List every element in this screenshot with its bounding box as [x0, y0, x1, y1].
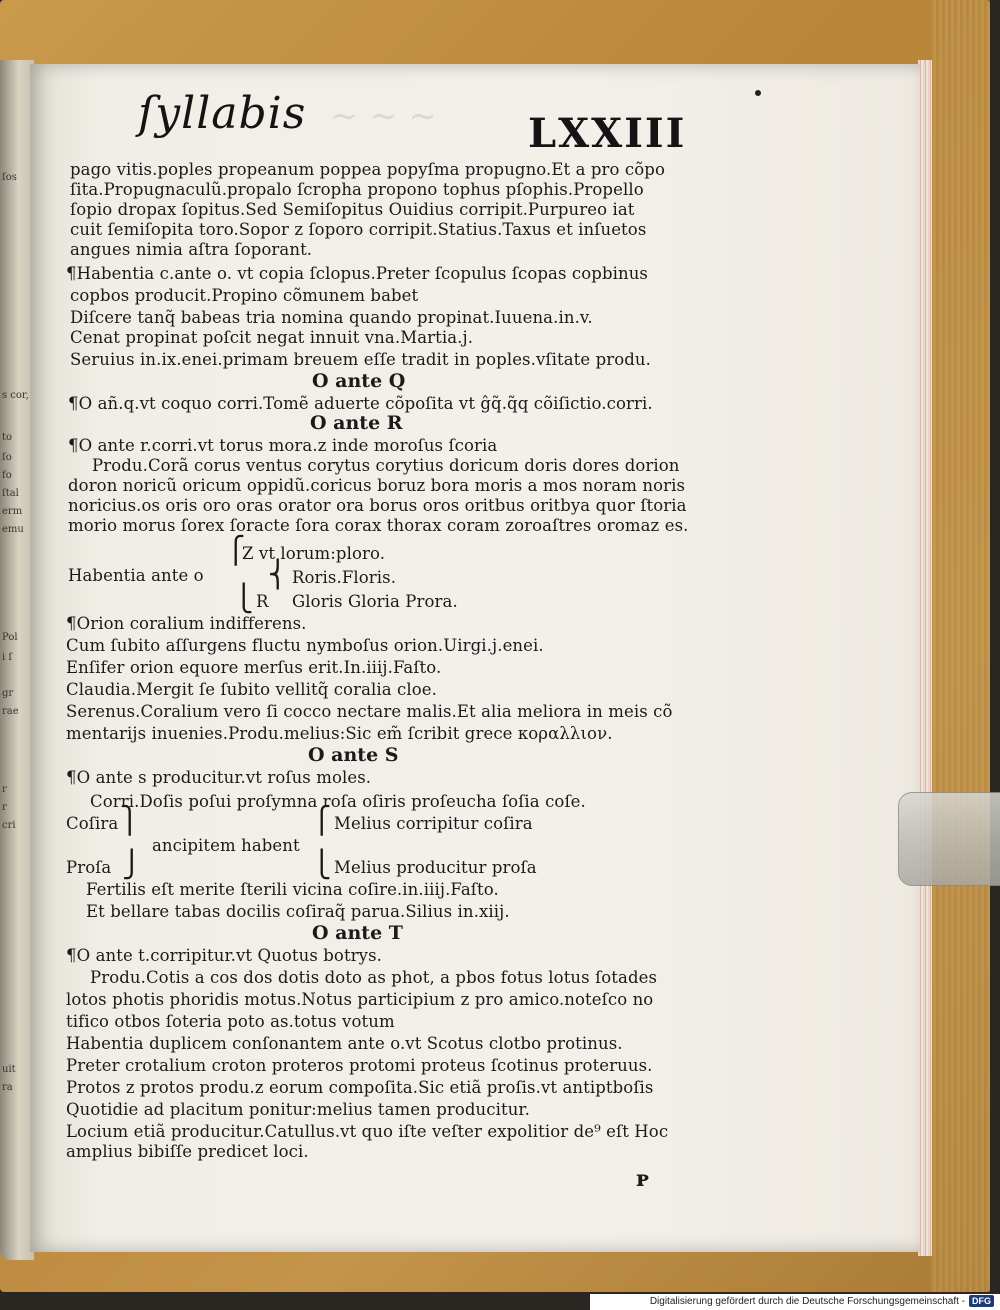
page-clip [898, 792, 1000, 886]
facing-page-fragment: gr [2, 688, 14, 699]
text-line: Proſa [66, 858, 112, 877]
text-line: ¶O ante t.corripitur.vt Quotus botrys. [66, 946, 382, 965]
text-line: cuit ſemiſopita toro.Sopor z ſoporo corripit.Statius.Taxus et inſuetos [70, 220, 647, 239]
text-line: ¶O añ.q.vt coquo corri.Tomẽ aduerte cõpoſita vt ĝq̃.q̃q cõiſictio.corri. [68, 394, 653, 413]
text-line: ¶O ante r.corri.vt torus mora.z inde moroſus ſcoria [68, 436, 498, 455]
text-line: Claudia.Mergit ſe ſubito vellitq̃ coralia cloe. [66, 680, 437, 699]
facing-page-fragment: fo [2, 470, 12, 481]
section-heading: O ante R [310, 412, 403, 434]
text-line: mentarijs inuenies.Produ.melius:Sic em̃ ſcribit grece κοραλλιον. [66, 724, 613, 743]
facing-page-fragment: ſo [2, 452, 12, 463]
facing-page-edge [0, 60, 34, 1260]
brace-mark: ⎩ [234, 584, 254, 614]
text-line: R [256, 592, 269, 611]
text-line: Preter crotalium croton proteros protomi proteus ſcotinus proteruus. [66, 1056, 653, 1075]
text-line: Habentia duplicem conſonantem ante o.vt Scotus clotbo protinus. [66, 1034, 623, 1053]
text-line: morio morus ſorex ſoracte ſora corax thorax coram zoroaſtres oromaz es. [68, 516, 689, 535]
facing-page-fragment: cri [2, 820, 16, 831]
text-line: Melius producitur proſa [334, 858, 537, 877]
facing-page-fragment: ſtal [2, 488, 19, 499]
text-line: lotos photis phoridis motus.Notus participium z pro amico.noteſco no [66, 990, 654, 1009]
facing-page-fragment: to [2, 432, 13, 443]
running-head: ſyllabis [138, 88, 307, 139]
text-line: Produ.Cotis a cos dos dotis doto as phot, a pbos fotus lotus ſotades [90, 968, 658, 987]
text-line: angues nimia aſtra ſoporant. [70, 240, 313, 259]
text-line: Diſcere tanq̃ babeas tria nomina quando propinat.Iuuena.in.v. [70, 308, 593, 327]
text-line: Locium etiã producitur.Catullus.vt quo iſte veſter expolitior de⁹ eſt Hoc [66, 1122, 669, 1141]
facing-page-fragment: r [2, 802, 7, 813]
text-line: Habentia ante o [68, 566, 204, 585]
facing-page-fragment: r [2, 784, 7, 795]
text-line: Coſira [66, 814, 119, 833]
text-line: Produ.Corã corus ventus corytus corytius doricum doris dores dorion [92, 456, 680, 475]
brace-mark: ⎭ [122, 850, 142, 880]
text-line: Quotidie ad placitum ponitur:melius tamen producitur. [66, 1100, 530, 1119]
text-line: ſopio dropax ſopitus.Sed Semiſopitus Ouidius corripit.Purpureo iat [70, 200, 635, 219]
dfg-logo: DFG [969, 1295, 994, 1307]
section-heading: O ante T [312, 922, 403, 944]
section-heading: O ante Q [312, 370, 406, 392]
text-line: Corri.Doſis poſui proſymna roſa oſiris proſeucha ſoſia coſe. [90, 792, 586, 811]
facing-page-fragment: i ſ [2, 652, 13, 663]
show-through-text: ~ ~ ~ [330, 96, 438, 136]
text-line: amplius bibiſſe predicet loci. [66, 1142, 309, 1161]
text-line: ¶Orion coralium indifferens. [66, 614, 307, 633]
brace-mark: ⎩ [312, 850, 332, 880]
footer-text: Digitalisierung gefördert durch die Deutsche Forschungsgemeinschaft - [649, 1296, 965, 1307]
text-line: Protos z protos produ.z eorum compoſita.Sic etiã proſis.vt antiptboſis [66, 1078, 654, 1097]
brace-mark: ⎧ [226, 536, 246, 566]
text-line: Gloris Gloria Prora. [292, 592, 458, 611]
text-line: Cum ſubito aſſurgens fluctu nymboſus orion.Uirgi.j.enei. [66, 636, 544, 655]
brace-mark: ⎫ [120, 806, 140, 836]
facing-page-fragment: emu [2, 524, 24, 535]
text-line: Melius corripitur coſira [334, 814, 533, 833]
facing-page-fragment: ra [2, 1082, 13, 1093]
text-line: Serenus.Coralium vero ſi cocco nectare malis.Et alia meliora in meis cõ [66, 702, 673, 721]
text-line: pago vitis.poples propeanum poppea popyſma propugno.Et a pro cõpo [70, 160, 665, 179]
cover-edge [930, 0, 990, 1292]
facing-page-fragment: erm [2, 506, 23, 517]
text-line: Roris.Floris. [292, 568, 397, 587]
brace-mark: ⎧ [312, 806, 332, 836]
text-line: ¶Habentia c.ante o. vt copia ſclopus.Preter ſcopulus ſcopas copbinus [66, 264, 649, 283]
digitization-footer [590, 1294, 1000, 1310]
page-stack-edge [918, 60, 932, 1256]
text-line: ancipitem habent [152, 836, 300, 855]
text-line: Et bellare tabas docilis coſiraq̃ parua.Silius in.xiij. [86, 902, 510, 921]
text-line: copbos producit.Propino cõmunem babet [70, 286, 419, 305]
text-line: Fertilis eſt merite ſterili vicina coſire.in.iiij.Faſto. [86, 880, 499, 899]
section-heading: O ante S [308, 744, 399, 766]
text-line: ſita.Propugnaculũ.propalo ſcropha propono tophus pſophis.Propello [70, 180, 644, 199]
signature-mark: ᴘ [636, 1166, 649, 1192]
text-line: Z vt lorum:ploro. [242, 544, 386, 563]
text-line: noricius.os oris oro oras orator ora borus oros oritbus oritbya quor ſtoria [68, 496, 687, 515]
text-line: Cenat propinat poſcit negat innuit vna.Martia.j. [70, 328, 474, 347]
facing-page-fragment: rae [2, 706, 19, 717]
ink-dot [755, 90, 761, 96]
facing-page-fragment: ſos [2, 172, 17, 183]
text-line: doron noricũ oricum oppidũ.coricus boruz bora moris a mos noram noris [68, 476, 686, 495]
facing-page-fragment: Pol [2, 632, 18, 643]
folio-number: LXXIII [528, 110, 687, 157]
facing-page-fragment: uit [2, 1064, 16, 1075]
text-line: Seruius in.ix.enei.primam breuem eſſe tradit in poples.vſitate produ. [70, 350, 651, 369]
facing-page-fragment: s cor, [2, 390, 29, 401]
text-line: ¶O ante s producitur.vt roſus moles. [66, 768, 372, 787]
text-line: Enſifer orion equore merſus erit.In.iiij.Faſto. [66, 658, 442, 677]
brace-mark: ⎨ [268, 560, 288, 590]
text-line: tifico otbos ſoteria poto as.totus votum [66, 1012, 395, 1031]
